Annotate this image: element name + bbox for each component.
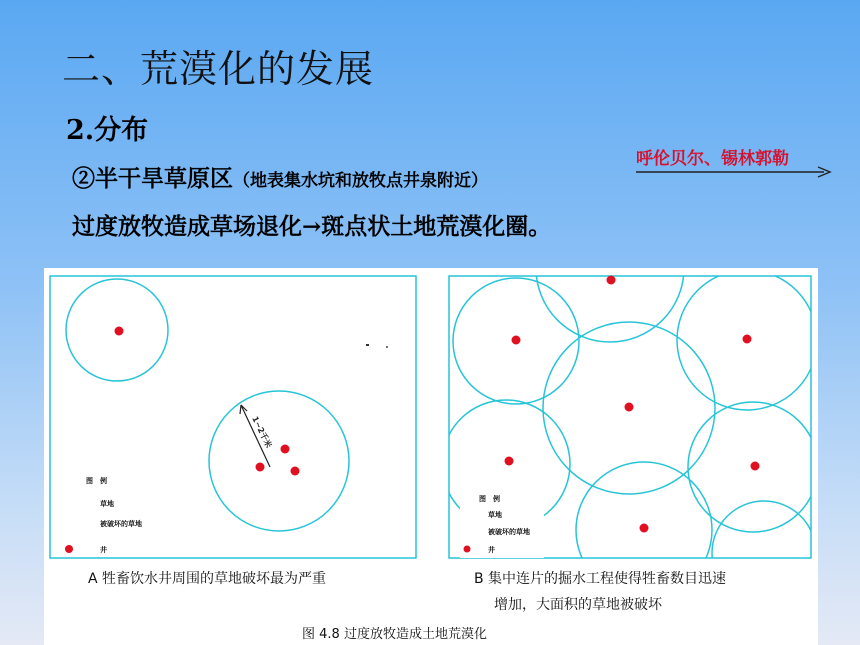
panel-b-caption-line1: B 集中连片的掘水工程使得牲畜数目迅速 (474, 571, 727, 587)
well-dot (115, 327, 124, 336)
well-dot (281, 445, 290, 454)
page-title: 二、荒漠化的发展 (62, 47, 375, 91)
legend-damaged: 被破坏的草地 (488, 528, 530, 536)
legend-well: 井 (488, 546, 495, 554)
legend-well-dot (65, 545, 73, 553)
panel-a-circle-large (209, 391, 349, 531)
speck (386, 346, 388, 348)
right-arrow-icon (636, 166, 832, 178)
figure-caption: 图 4.8 过度放牧造成土地荒漠化 (302, 627, 487, 642)
section-subtitle: 2.分布 (66, 115, 149, 146)
well-dot (256, 463, 265, 472)
well-dot (640, 524, 649, 533)
legend-well-dot (464, 546, 471, 553)
well-dot (751, 462, 760, 471)
legend-grass: 草地 (100, 500, 114, 508)
legend-well: 井 (100, 546, 107, 554)
well-dot (291, 467, 300, 476)
legend-title: 图 例 (479, 495, 500, 503)
legend-grass: 草地 (488, 511, 502, 519)
panel-a-caption: A 牲畜饮水井周围的草地破坏最为严重 (88, 571, 327, 587)
figure-4-8 (44, 268, 818, 645)
well-dot (743, 335, 752, 344)
legend-b-box (460, 486, 544, 558)
well-dot (512, 336, 521, 345)
well-dot (625, 403, 634, 412)
legend-damaged: 被破坏的草地 (100, 520, 142, 528)
semi-arid-label: ②半干旱草原区 (72, 165, 233, 192)
speck (366, 344, 369, 346)
distance-label: 1~2千米 (250, 414, 274, 450)
semi-arid-note: （地表集水坑和放牧点井泉附近） (233, 171, 488, 191)
figure-diagram (44, 268, 818, 568)
overgrazing-line: 过度放牧造成草场退化→斑点状土地荒漠化圈。 (72, 213, 552, 240)
panel-a-frame (50, 276, 416, 558)
semi-arid-line (72, 160, 488, 193)
region-label: 呼伦贝尔、锡林郭勒 (636, 149, 789, 169)
well-dot (505, 457, 514, 466)
legend-title: 图 例 (86, 477, 107, 485)
well-dot (607, 276, 616, 285)
panel-b-caption-line2: 增加，大面积的草地被破坏 (494, 597, 662, 613)
